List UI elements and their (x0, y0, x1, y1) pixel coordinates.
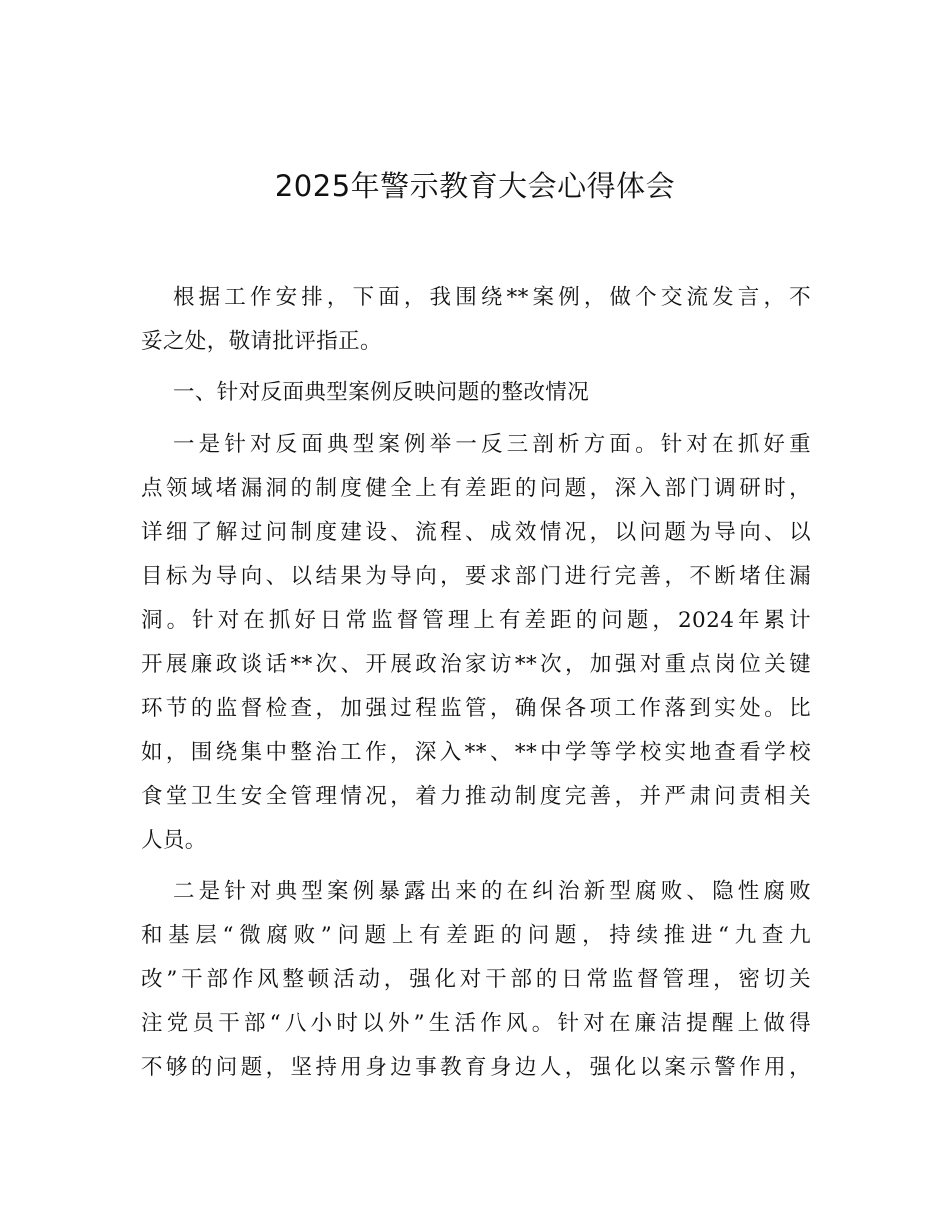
body-text-line: 一、针对反面典型案例反映问题的整改情况 (173, 380, 590, 405)
body-text-line: 人员。 (141, 828, 207, 853)
body-text-line: 洞。针对在抓好日常监督管理上有差距的问题，2024年累计 (141, 608, 811, 633)
body-text-line: 改”干部作风整顿活动，强化对干部的日常监督管理，密切关 (141, 967, 811, 992)
body-text-line: 点领域堵漏洞的制度健全上有差距的问题，深入部门调研时， (141, 476, 811, 501)
body-text-line: 不够的问题，坚持用身边事教育身边人，强化以案示警作用， (141, 1055, 811, 1080)
body-text-line: 和基层“微腐败”问题上有差距的问题，持续推进“九查九 (141, 923, 811, 948)
body-text-line: 开展廉政谈话**次、开展政治家访**次，加强对重点岗位关键 (141, 652, 811, 677)
body-text-line: 目标为导向、以结果为导向，要求部门进行完善，不断堵住漏 (141, 564, 811, 589)
body-text-line: 妥之处，敬请批评指正。 (141, 329, 382, 354)
body-text-line: 环节的监督检查，加强过程监管，确保各项工作落到实处。比 (141, 696, 811, 721)
body-text-line: 一是针对反面典型案例举一反三剖析方面。针对在抓好重 (173, 432, 811, 457)
body-text-line: 食堂卫生安全管理情况，着力推动制度完善，并严肃问责相关 (141, 784, 811, 809)
body-text-line: 注党员干部“八小时以外”生活作风。针对在廉洁提醒上做得 (141, 1011, 811, 1036)
body-text-line: 根据工作安排，下面，我围绕**案例，做个交流发言，不 (173, 285, 811, 310)
body-text-line: 二是针对典型案例暴露出来的在纠治新型腐败、隐性腐败 (173, 879, 811, 904)
body-text-line: 详细了解过问制度建设、流程、成效情况，以问题为导向、以 (141, 520, 811, 545)
body-text-line: 如，围绕集中整治工作，深入**、**中学等学校实地查看学校 (141, 740, 811, 765)
document-title: 2025年警示教育大会心得体会 (274, 169, 676, 203)
